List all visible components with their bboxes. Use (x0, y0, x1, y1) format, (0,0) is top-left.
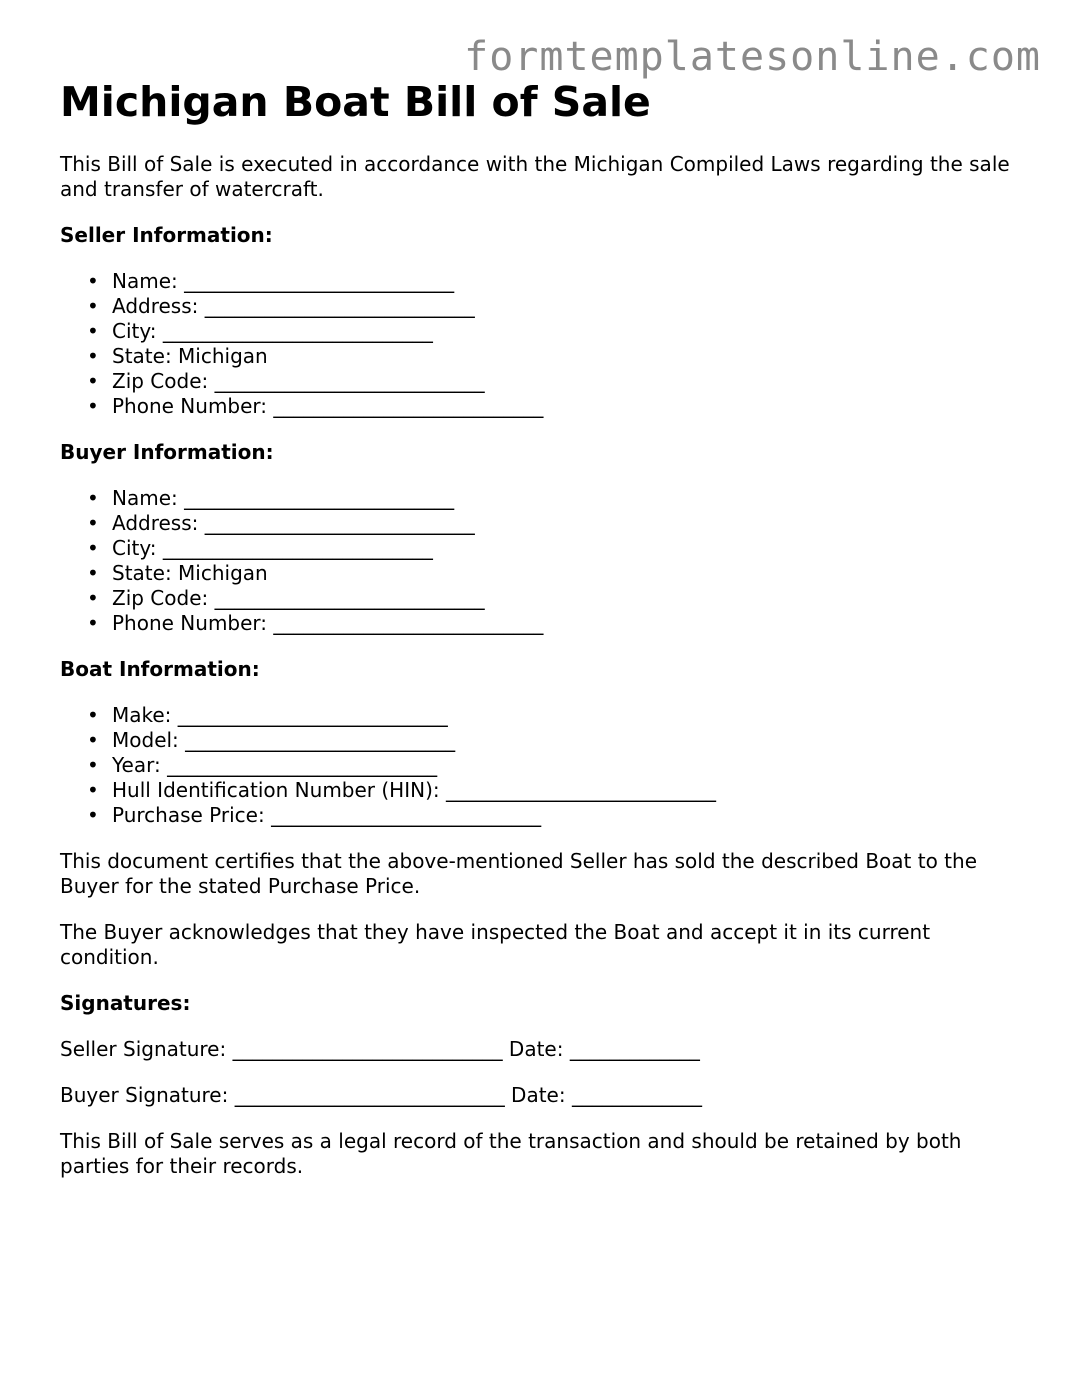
boat-heading: Boat Information: (60, 657, 260, 681)
buyer-address-field: • Address: ___________________________ (112, 511, 1020, 536)
seller-signature-line: Seller Signature: ___________________________ Date: _____________ (60, 1037, 700, 1061)
boat-year-field: • Year: ___________________________ (112, 753, 1020, 778)
seller-state-field: • State: Michigan (112, 344, 1020, 369)
boat-make-field: • Make: ___________________________ (112, 703, 1020, 728)
buyer-city-field: • City: ___________________________ (112, 536, 1020, 561)
closing-paragraph: This Bill of Sale serves as a legal record of the transaction and should be retained by both parties for their records. (60, 1129, 962, 1178)
page-title: Michigan Boat Bill of Sale (60, 78, 651, 126)
signatures-heading: Signatures: (60, 991, 191, 1015)
buyer-state-field: • State: Michigan (112, 561, 1020, 586)
buyer-zip-field: • Zip Code: ___________________________ (112, 586, 1020, 611)
buyer-phone-field: • Phone Number: ___________________________ (112, 611, 1020, 636)
seller-city-field: • City: ___________________________ (112, 319, 1020, 344)
intro-paragraph: This Bill of Sale is executed in accordance with the Michigan Compiled Laws regarding the sale and transfer of watercraft. (60, 152, 1010, 201)
seller-info-list (60, 269, 1020, 419)
buyer-name-field: • Name: ___________________________ (112, 486, 1020, 511)
acknowledgement-paragraph: The Buyer acknowledges that they have inspected the Boat and accept it in its current condition. (60, 920, 931, 969)
certification-paragraph: This document certifies that the above-mentioned Seller has sold the described Boat to the Buyer for the stated Purchase Price. (60, 849, 977, 898)
boat-info-list (60, 703, 1020, 828)
seller-name-field: • Name: ___________________________ (112, 269, 1020, 294)
buyer-info-list (60, 486, 1020, 636)
buyer-signature-line: Buyer Signature: ___________________________ Date: _____________ (60, 1083, 702, 1107)
document-body (60, 74, 1020, 1200)
boat-hin-field: • Hull Identification Number (HIN): ___________________________ (112, 778, 1020, 803)
watermark: formtemplatesonline.com (464, 34, 1041, 80)
seller-phone-field: • Phone Number: ___________________________ (112, 394, 1020, 419)
seller-zip-field: • Zip Code: ___________________________ (112, 369, 1020, 394)
seller-address-field: • Address: ___________________________ (112, 294, 1020, 319)
boat-model-field: • Model: ___________________________ (112, 728, 1020, 753)
buyer-heading: Buyer Information: (60, 440, 274, 464)
seller-heading: Seller Information: (60, 223, 273, 247)
boat-price-field: • Purchase Price: ___________________________ (112, 803, 1020, 828)
